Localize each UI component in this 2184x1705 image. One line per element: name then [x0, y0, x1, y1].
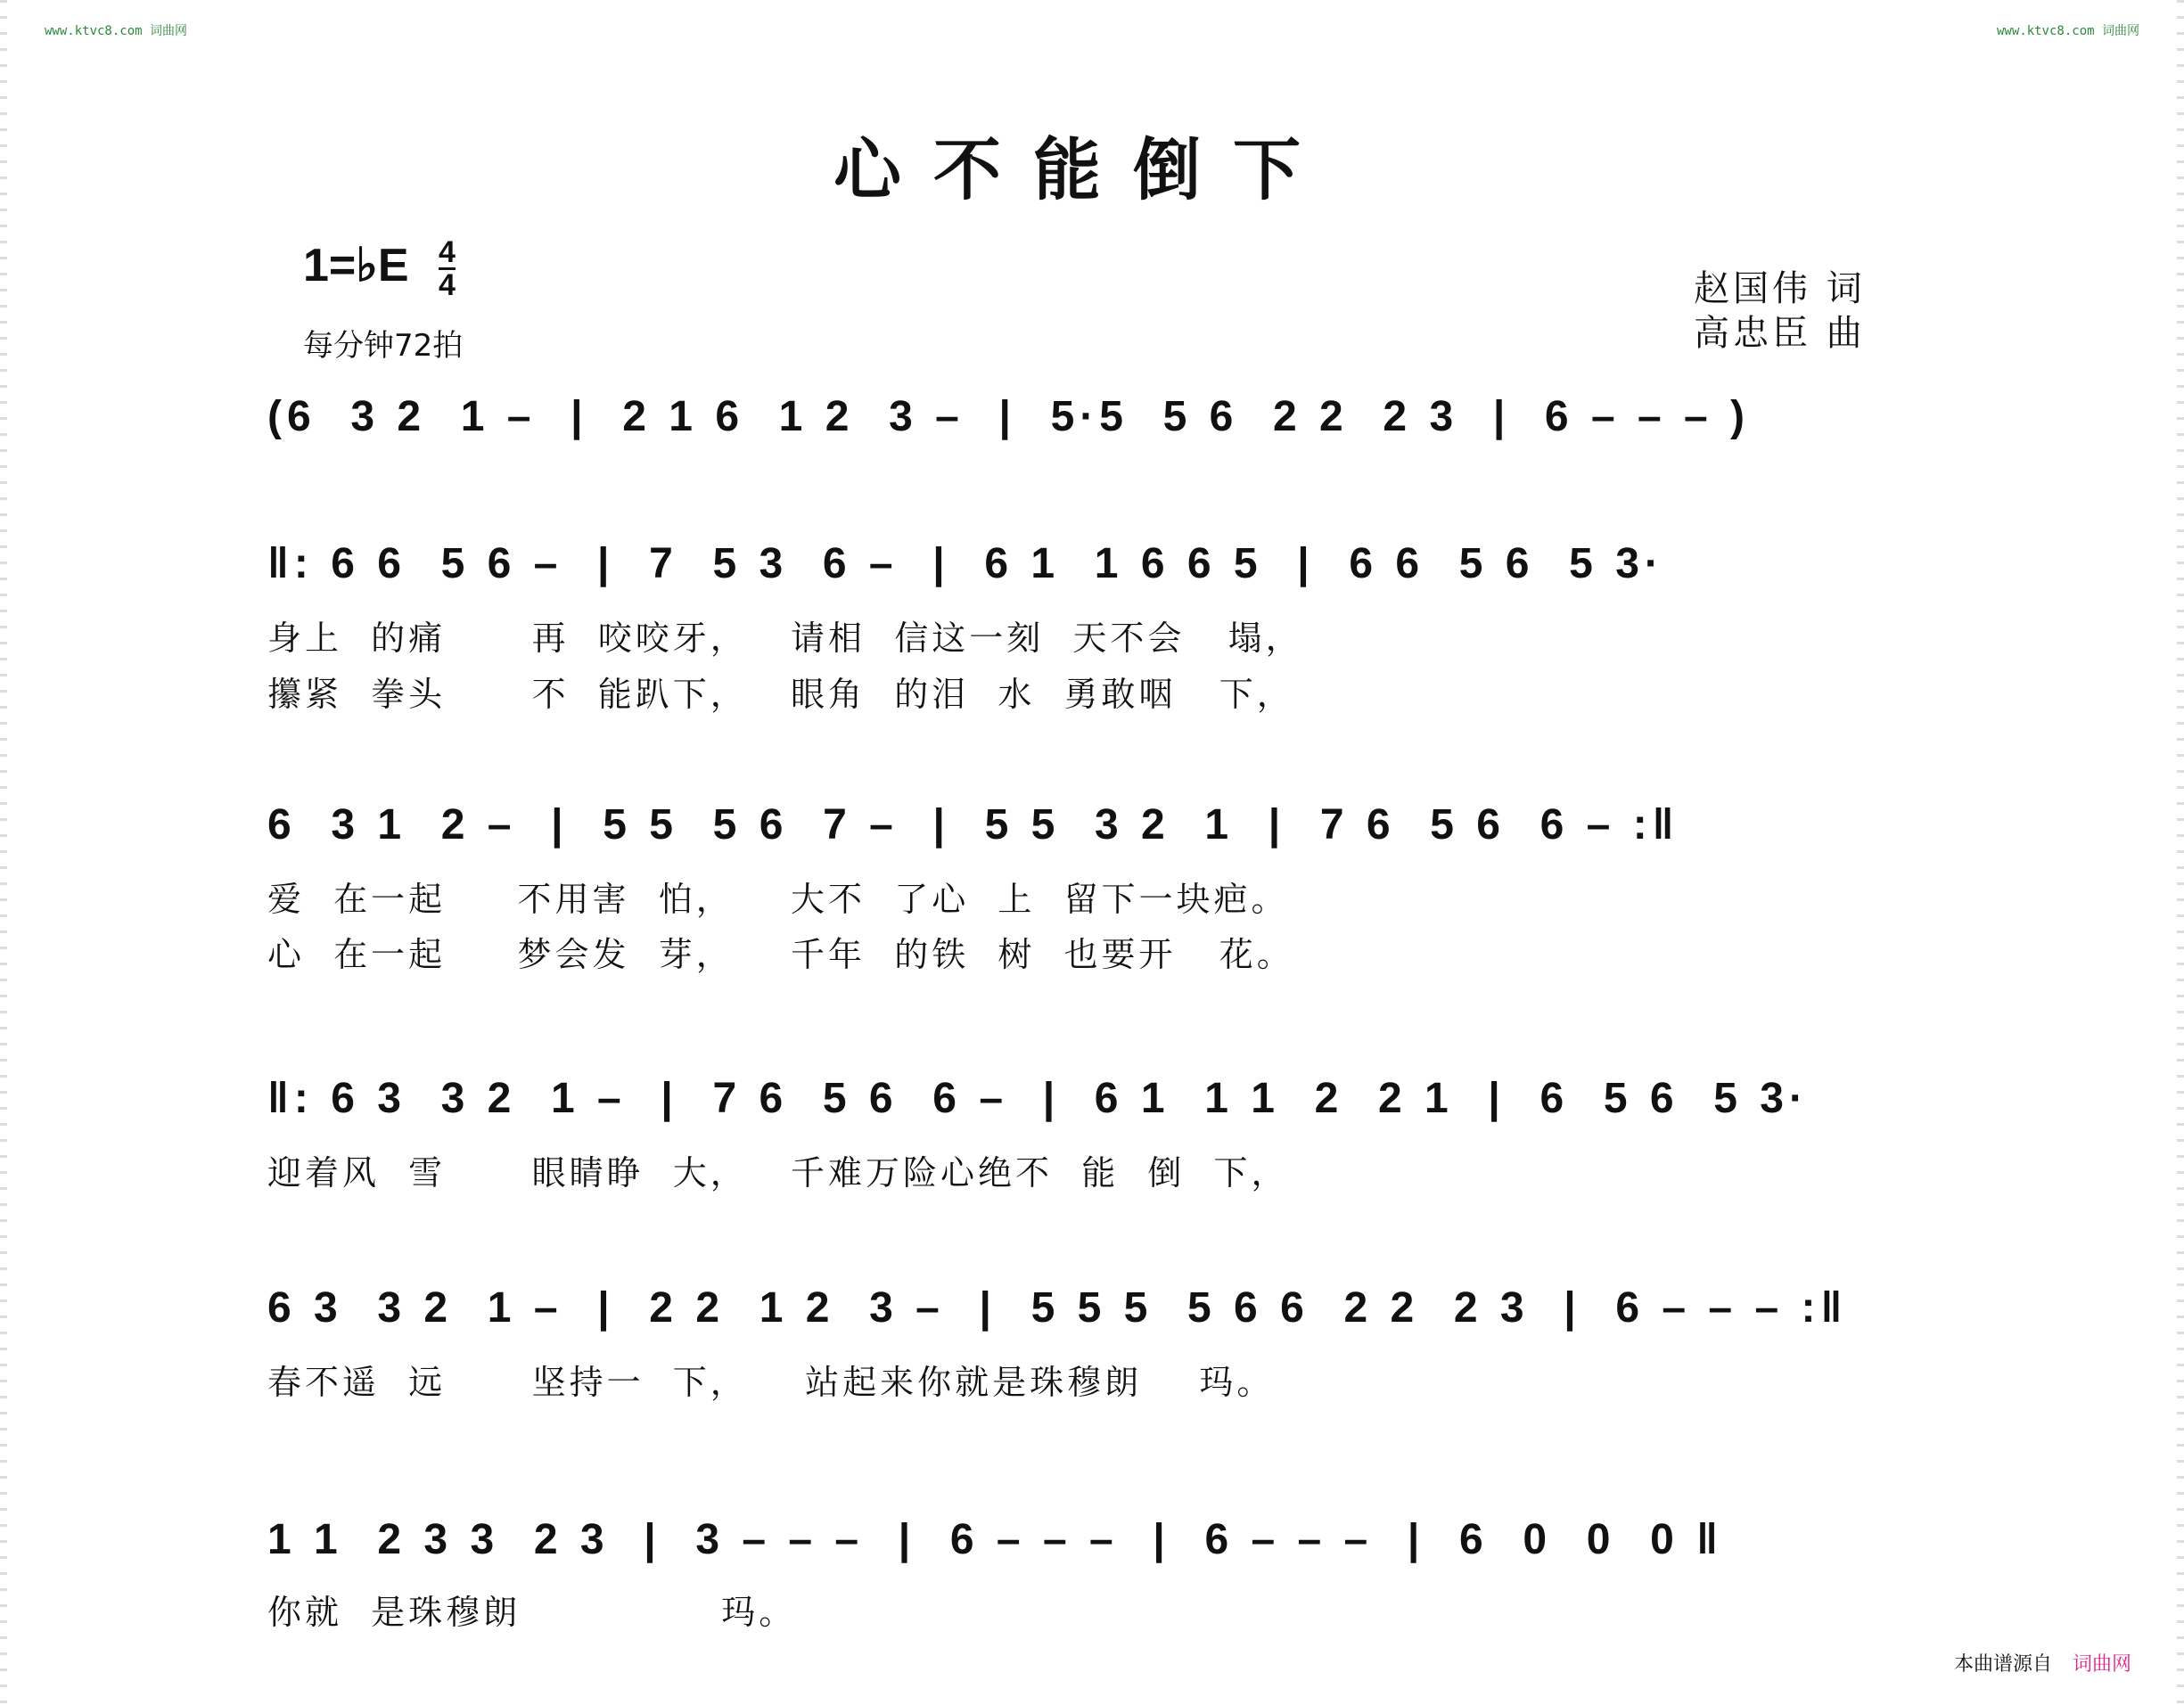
- key-signature: 1=♭E: [303, 240, 409, 291]
- score-line-2: [267, 539, 1917, 611]
- tempo: 每分钟72拍: [303, 328, 464, 364]
- footer-source: [1954, 1649, 2131, 1676]
- score-line-5: [267, 1283, 1917, 1355]
- notes-line-1: (6 3 2 1 – | 2 1 6 1 2 3 – | 5·5 5 6 2 2 2 3 | 6 – – – ): [267, 393, 1751, 440]
- time-signature: [439, 237, 456, 300]
- right-margin-strip: [2177, 0, 2184, 1705]
- lyric-line-4-verse-1: 迎着风 雪 眼睛睁 大， 千难万险心绝不 能 倒 下，: [267, 1153, 1289, 1193]
- notes-line-6: 1 1 2 3 3 2 3 | 3 – – – | 6 – – – | 6 – – – | 6 0 0 0 ‖: [267, 1516, 1724, 1563]
- notes-line-5: 6 3 3 2 1 – | 2 2 1 2 3 – | 5 5 5 5 6 6 2 2 2 3 | 6 – – – :‖: [267, 1284, 1848, 1332]
- lyric-line-3-verse-2: 心 在一起 梦会发 芽， 千年 的铁 树 也要开 花。: [267, 935, 1294, 974]
- lyric-line-2-verse-2: 攥紧 拳头 不 能趴下， 眼角 的泪 水 勇敢咽 下，: [267, 675, 1294, 714]
- time-signature-bottom: 4: [439, 268, 456, 302]
- score-line-3: [267, 800, 1917, 872]
- lyricist: 赵国伟 词: [1694, 268, 1866, 309]
- notes-line-4: ‖: 6 3 3 2 1 – | 7 6 5 6 6 – | 6 1 1 1 2 2 1 | 6 5 6 5 3·: [267, 1075, 1809, 1122]
- notes-line-2: ‖: 6 6 5 6 – | 7 5 3 6 – | 6 1 1 6 6 5 | 6 6 5 6 5 3·: [267, 540, 1664, 587]
- footer-prefix: 本曲谱源自: [1954, 1653, 2053, 1676]
- time-signature-top: 4: [439, 235, 456, 269]
- lyric-line-2-verse-1: 身上 的痛 再 咬咬牙， 请相 信这一刻 天不会 塌，: [267, 619, 1303, 658]
- footer-site-link[interactable]: 词曲网: [2073, 1653, 2132, 1676]
- song-title: 心不能倒下: [833, 130, 1333, 209]
- left-margin-strip: [0, 0, 7, 1705]
- score-line-6: [267, 1515, 1917, 1586]
- composer: 高忠臣 曲: [1694, 313, 1866, 354]
- lyric-line-6-verse-1: 你就 是珠穆朗 玛。: [267, 1593, 797, 1632]
- watermark-right: www.ktvc8.com 词曲网: [1996, 24, 2139, 38]
- notes-line-3: 6 3 1 2 – | 5 5 5 6 7 – | 5 5 3 2 1 | 7 6 5 6 6 – :‖: [267, 801, 1679, 848]
- lyric-line-5-verse-1: 春不遥 远 坚持一 下， 站起来你就是珠穆朗 玛。: [267, 1363, 1275, 1402]
- watermark-left: www.ktvc8.com 词曲网: [45, 24, 188, 38]
- score-line-1: [267, 392, 1917, 463]
- score-line-4: [267, 1074, 1917, 1145]
- lyric-line-3-verse-1: 爱 在一起 不用害 怕， 大不 了心 上 留下一块疤。: [267, 880, 1289, 919]
